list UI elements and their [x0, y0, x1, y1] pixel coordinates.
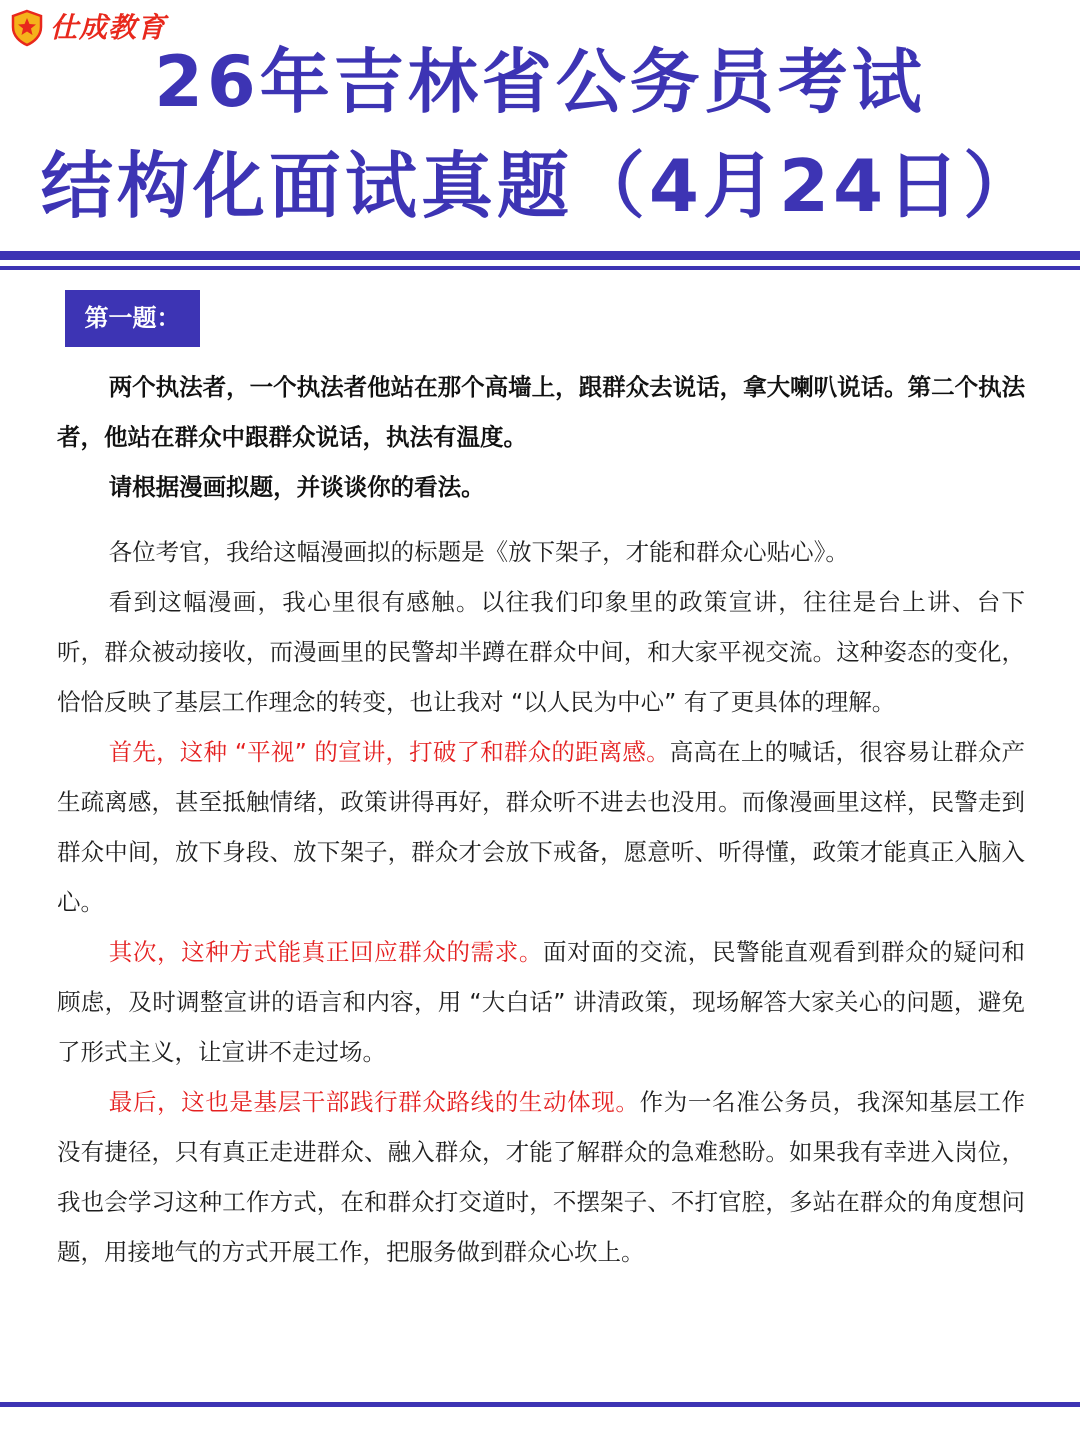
page-title-line-2: 结构化面试真题（4月24日）: [40, 144, 1040, 228]
answer-paragraph-4: [57, 927, 1025, 1077]
answer-point-3-heading: 最后，这也是基层干部践行群众路线的生动体现。: [108, 1088, 640, 1116]
header-divider-thick: [0, 251, 1080, 260]
answer-paragraph-5: [57, 1077, 1025, 1277]
answer-point-1-body: 高高在上的喊话，很容易让群众产生疏离感，甚至抵触情绪，政策讲得再好，群众听不进去也没用。而像漫画里这样，民警走到群众中间，放下身段、放下架子，群众才会放下戒备，愿意听、听得懂，政策才能真正入脑入心。: [57, 738, 1025, 916]
answer-paragraph-2: 看到这幅漫画，我心里很有感触。以往我们印象里的政策宣讲，往往是台上讲、台下听，群众被动接收，而漫画里的民警却半蹲在群众中间，和大家平视交流。这种姿态的变化，恰恰反映了基层工作理念的转变，也让我对 “以人民为中心” 有了更具体的理解。: [57, 588, 1025, 716]
answer-point-1-heading: 首先，这种 “平视” 的宣讲，打破了和群众的距离感。: [108, 738, 670, 766]
question-text: 两个执法者，一个执法者他站在那个高墙上，跟群众去说话，拿大喇叭说话。第二个执法者，他站在群众中跟群众说话，执法有温度。: [57, 373, 1026, 451]
header-divider-thin: [0, 266, 1080, 270]
brand-name: 仕成教育: [50, 11, 167, 44]
question-prompt: 请根据漫画拟题，并谈谈你的看法。: [108, 473, 485, 501]
section-badge: 第一题：: [65, 290, 200, 347]
page-title-line-1: 26年吉林省公务员考试: [154, 41, 926, 123]
answer-paragraph-3: [57, 727, 1025, 927]
answer-block: [57, 527, 1025, 1277]
question-block: [57, 362, 1037, 512]
answer-point-2-body: 面对面的交流，民警能直观看到群众的疑问和顾虑，及时调整宣讲的语言和内容，用 “大白话” 讲清政策，现场解答大家关心的问题，避免了形式主义，让宣讲不走过场。: [57, 938, 1026, 1066]
answer-point-2-heading: 其次，这种方式能真正回应群众的需求。: [108, 938, 544, 966]
answer-point-3-body: 作为一名准公务员，我深知基层工作没有捷径，只有真正走进群众、融入群众，才能了解群众的急难愁盼。如果我有幸进入岗位，我也会学习这种工作方式，在和群众打交道时，不摆架子、不打官腔，多站在群众的角度想问题，用接地气的方式开展工作，把服务做到群众心坎上。: [57, 1088, 1026, 1266]
answer-paragraph-1: 各位考官，我给这幅漫画拟的标题是《放下架子，才能和群众心贴心》。: [108, 538, 849, 566]
footer-divider: [0, 1402, 1080, 1407]
